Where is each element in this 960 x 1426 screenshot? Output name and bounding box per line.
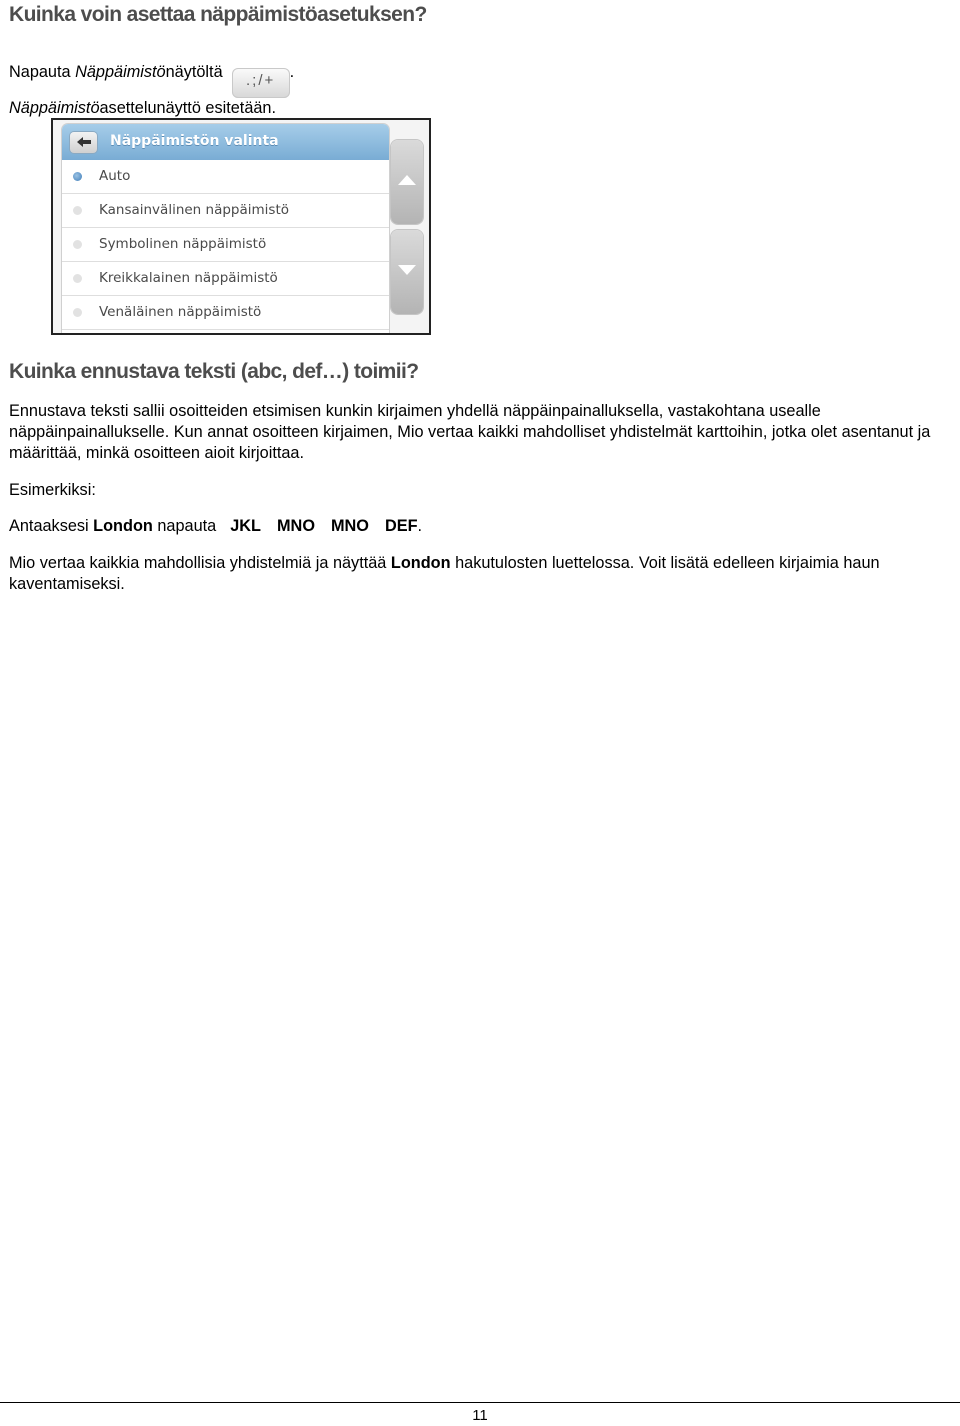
intro-paragraph	[9, 62, 949, 119]
key-mno: MNO	[277, 517, 315, 535]
intro-suffix: .	[289, 63, 295, 81]
keyboard-selection-screenshot	[51, 118, 431, 335]
keyboard-option-symbolic	[62, 228, 389, 262]
arrow-down-icon	[397, 264, 417, 276]
results-bold-word: London	[390, 554, 451, 572]
radio-selected-icon	[73, 172, 82, 181]
intro-keyboard-term-2: Näppäimistö	[9, 99, 100, 117]
back-arrow-icon	[76, 136, 92, 148]
option-label: Kansainvälinen näppäimistö	[99, 202, 290, 218]
section-heading-predictive: Kuinka ennustava teksti (abc, def…) toimii?	[9, 360, 419, 383]
keyboard-option-greek	[62, 262, 389, 296]
back-button	[70, 132, 97, 153]
keyboard-option-international	[62, 194, 389, 228]
keyboard-selection-panel	[62, 124, 389, 335]
footer-divider	[0, 1402, 960, 1403]
predictive-text-paragraph: Ennustava teksti sallii osoitteiden etsimisen kunkin kirjaimen yhdellä näppäinpainalluksella, vastakohtana usealle näppäinpainallukselle. Kun annat osoitteen kirjaimen, Mio vertaa kaikki mahdolliset yhdistelmät karttoihin, jotka olet asentanut ja määrittää, minkä osoitteen aioit kirjoittaa.	[9, 402, 931, 462]
intro-keyboard-term: Näppäimistö	[75, 63, 166, 81]
example-mid: napauta	[152, 517, 217, 535]
scroll-up-button	[391, 140, 423, 224]
panel-title: Näppäimistön valinta	[110, 133, 279, 149]
arrow-up-icon	[397, 174, 417, 186]
example-intro: Esimerkiksi:	[9, 481, 96, 499]
option-label: Symbolinen näppäimistö	[99, 236, 267, 252]
results-prefix: Mio vertaa kaikkia mahdollisia yhdistelmiä ja näyttää	[9, 554, 391, 572]
intro-prefix: Napauta	[9, 63, 76, 81]
radio-icon	[73, 206, 82, 215]
example-line	[9, 516, 949, 537]
keyboard-option-russian	[62, 296, 389, 330]
radio-icon	[73, 274, 82, 283]
scroll-down-button	[391, 230, 423, 314]
option-label: Venäläinen näppäimistö	[99, 304, 262, 320]
results-paragraph	[9, 553, 949, 595]
example-prefix: Antaaksesi	[9, 517, 94, 535]
results-suffix: hakutulosten luettelossa. Voit lisätä edelleen kirjaimia haun kaventamiseksi.	[9, 554, 880, 593]
page-number: 11	[472, 1407, 488, 1424]
keyboard-symbols-button-icon: .;/+	[232, 68, 290, 98]
radio-icon	[73, 240, 82, 249]
intro-line2: asettelunäyttö esitetään.	[99, 99, 277, 117]
example-word: London	[93, 517, 153, 535]
keyboard-option-auto	[62, 160, 389, 194]
radio-icon	[73, 308, 82, 317]
example-suffix: .	[417, 517, 423, 535]
key-mno: MNO	[330, 517, 369, 535]
key-jkl: JKL	[230, 517, 261, 535]
section-heading-keyboard: Kuinka voin asettaa näppäimistöasetuksen?	[9, 3, 427, 26]
key-def: DEF	[384, 517, 418, 535]
option-label: Auto	[99, 168, 131, 184]
option-label: Kreikkalainen näppäimistö	[99, 270, 278, 286]
panel-header	[62, 124, 389, 160]
intro-mid: näytöltä	[165, 63, 223, 81]
